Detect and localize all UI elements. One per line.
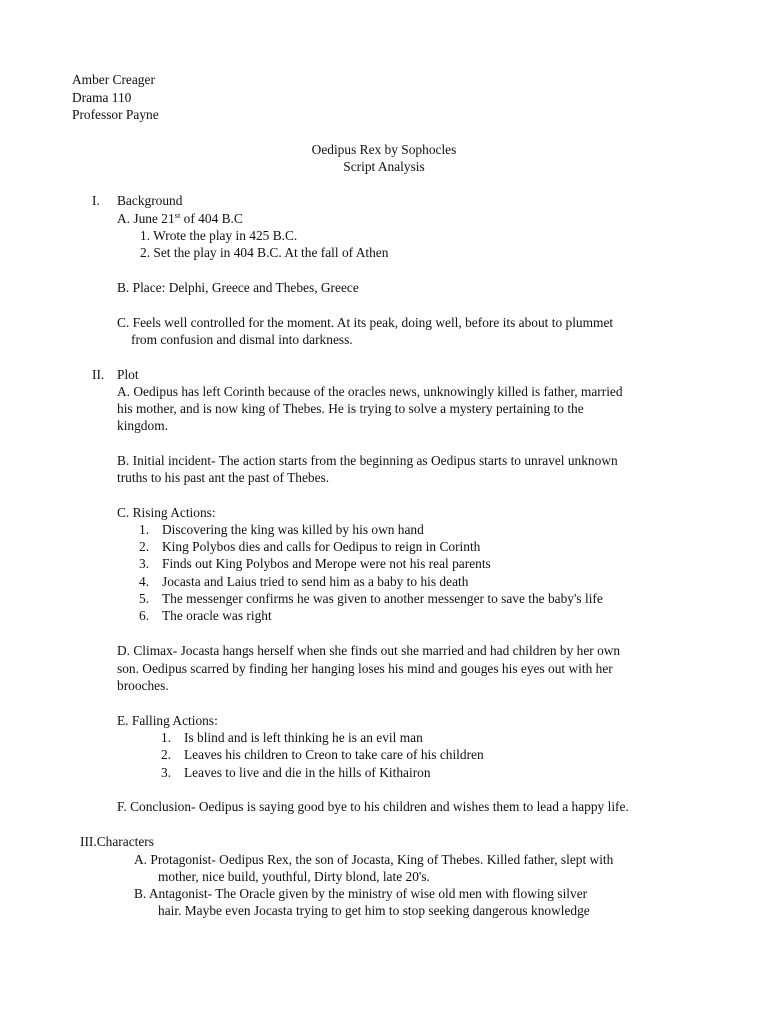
- section-heading-plot: Plot: [117, 367, 139, 382]
- section-heading-background: Background: [117, 193, 183, 208]
- conclusion-line: F. Conclusion- Oedipus is saying good bye to his children and wishes them to lead a happy life.: [117, 799, 629, 814]
- section-heading-characters: III.Characters: [80, 834, 154, 849]
- section-numeral-1: I.: [92, 193, 100, 208]
- list-item: King Polybos dies and calls for Oedipus to reign in Corinth: [162, 539, 481, 554]
- list-item: Discovering the king was killed by his own hand: [162, 522, 424, 537]
- climax-line: D. Climax- Jocasta hangs herself when she finds out she married and had children by her own: [117, 643, 621, 658]
- background-mood-line: C. Feels well controlled for the moment. At its peak, doing well, before its about to plummet: [117, 315, 614, 330]
- date-item: 1. Wrote the play in 425 B.C.: [140, 228, 298, 243]
- list-number: 3.: [139, 556, 150, 571]
- course-name: Drama 110: [72, 90, 132, 105]
- protagonist-line: A. Protagonist- Oedipus Rex, the son of Jocasta, King of Thebes. Killed father, slept with: [134, 852, 614, 867]
- list-item: The messenger confirms he was given to another messenger to save the baby's life: [162, 591, 603, 606]
- list-number: 4.: [139, 574, 150, 589]
- professor-name: Professor Payne: [72, 107, 159, 122]
- document-subtitle: Script Analysis: [343, 159, 425, 174]
- plot-b-line: B. Initial incident- The action starts from the beginning as Oedipus starts to unravel unknown: [117, 453, 618, 468]
- falling-actions-heading: E. Falling Actions:: [117, 713, 218, 728]
- list-number: 3.: [161, 765, 172, 780]
- plot-a-line: his mother, and is now king of Thebes. He is trying to solve a mystery pertaining to the: [117, 401, 584, 416]
- list-item: Finds out King Polybos and Merope were not his real parents: [162, 556, 491, 571]
- background-place: B. Place: Delphi, Greece and Thebes, Greece: [117, 280, 359, 295]
- list-number: 1.: [139, 522, 150, 537]
- list-item: Leaves to live and die in the hills of Kithairon: [184, 765, 431, 780]
- list-number: 5.: [139, 591, 150, 606]
- list-number: 2.: [161, 747, 172, 762]
- background-date: A. June 21st of 404 B.C: [117, 210, 243, 226]
- list-item: The oracle was right: [162, 608, 272, 623]
- background-mood-line: from confusion and dismal into darkness.: [131, 332, 353, 347]
- list-number: 2.: [139, 539, 150, 554]
- list-number: 6.: [139, 608, 150, 623]
- document-title: Oedipus Rex by Sophocles: [311, 142, 457, 157]
- plot-a-line: A. Oedipus has left Corinth because of the oracles news, unknowingly killed is father, married: [117, 384, 623, 399]
- list-number: 1.: [161, 730, 172, 745]
- rising-actions-heading: C. Rising Actions:: [117, 505, 216, 520]
- antagonist-line: hair. Maybe even Jocasta trying to get him to stop seeking dangerous knowledge: [158, 903, 590, 918]
- climax-line: son. Oedipus scarred by finding her hanging loses his mind and gouges his eyes out with her: [117, 661, 613, 676]
- date-item: 2. Set the play in 404 B.C. At the fall of Athen: [140, 245, 389, 260]
- list-item: Is blind and is left thinking he is an evil man: [184, 730, 423, 745]
- plot-b-line: truths to his past ant the past of Thebes.: [117, 470, 330, 485]
- author-name: Amber Creager: [72, 72, 155, 87]
- climax-line: brooches.: [117, 678, 169, 693]
- plot-a-line: kingdom.: [117, 418, 168, 433]
- protagonist-line: mother, nice build, youthful, Dirty blond, late 20's.: [158, 869, 430, 884]
- list-item: Leaves his children to Creon to take care of his children: [184, 747, 484, 762]
- list-item: Jocasta and Laius tried to send him as a baby to his death: [162, 574, 469, 589]
- antagonist-line: B. Antagonist- The Oracle given by the ministry of wise old men with flowing silver: [134, 886, 588, 901]
- section-numeral-2: II.: [92, 367, 105, 382]
